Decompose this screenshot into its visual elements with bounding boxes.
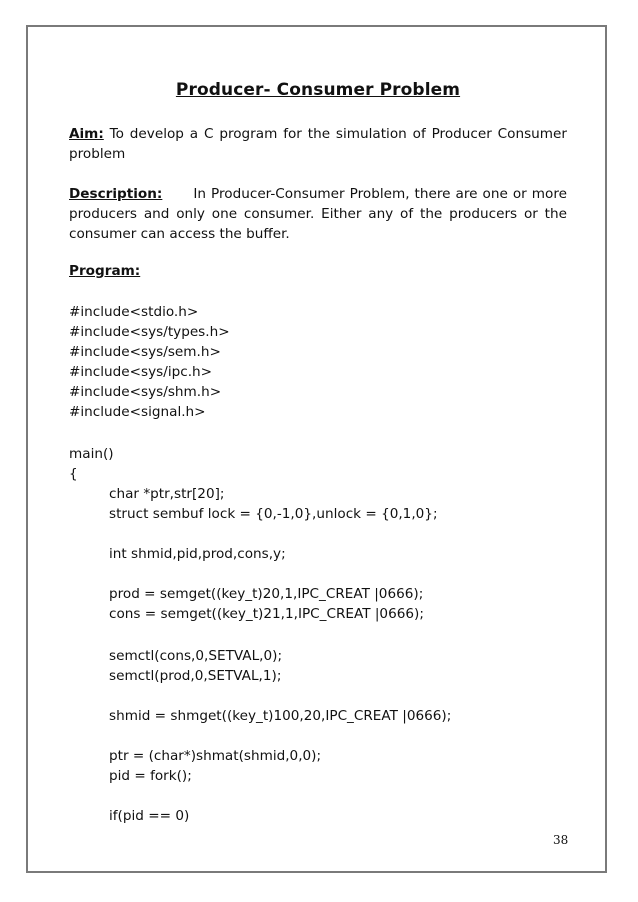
description-paragraph	[69, 184, 567, 244]
code-line: shmid = shmget((key_t)100,20,IPC_CREAT |0666);	[109, 708, 452, 724]
code-line: ptr = (char*)shmat(shmid,0,0);	[109, 748, 322, 764]
code-line: #include<sys/sem.h>	[69, 344, 221, 360]
code-line: main()	[69, 446, 114, 462]
code-line: semctl(cons,0,SETVAL,0);	[109, 648, 283, 664]
code-line: struct sembuf lock = {0,-1,0},unlock = {0,1,0};	[109, 506, 438, 522]
code-line: #include<sys/shm.h>	[69, 384, 222, 400]
aim-paragraph	[69, 124, 567, 164]
code-line: {	[69, 466, 78, 482]
code-line: if(pid == 0)	[109, 808, 190, 824]
aim-label: Aim:	[69, 126, 104, 142]
code-line: #include<stdio.h>	[69, 304, 199, 320]
code-line: #include<signal.h>	[69, 404, 206, 420]
page-number: 38	[553, 833, 569, 847]
document-title: Producer- Consumer Problem	[175, 80, 461, 100]
description-label: Description:	[69, 186, 163, 202]
code-line: int shmid,pid,prod,cons,y;	[109, 546, 286, 562]
aim-text: To develop a C program for the simulation of Producer Consumer problem	[69, 126, 567, 162]
code-line: char *ptr,str[20];	[109, 486, 225, 502]
code-line: #include<sys/types.h>	[69, 324, 230, 340]
code-line: #include<sys/ipc.h>	[69, 364, 213, 380]
code-line: semctl(prod,0,SETVAL,1);	[109, 668, 282, 684]
description-text: In Producer-Consumer Problem, there are one or more producers and only one consumer. Either any of the producers or the consumer can access the buffer.	[69, 186, 568, 242]
program-label: Program:	[69, 263, 141, 279]
code-line: pid = fork();	[109, 768, 192, 784]
code-line: cons = semget((key_t)21,1,IPC_CREAT |0666);	[109, 606, 424, 622]
code-line: prod = semget((key_t)20,1,IPC_CREAT |0666);	[109, 586, 424, 602]
